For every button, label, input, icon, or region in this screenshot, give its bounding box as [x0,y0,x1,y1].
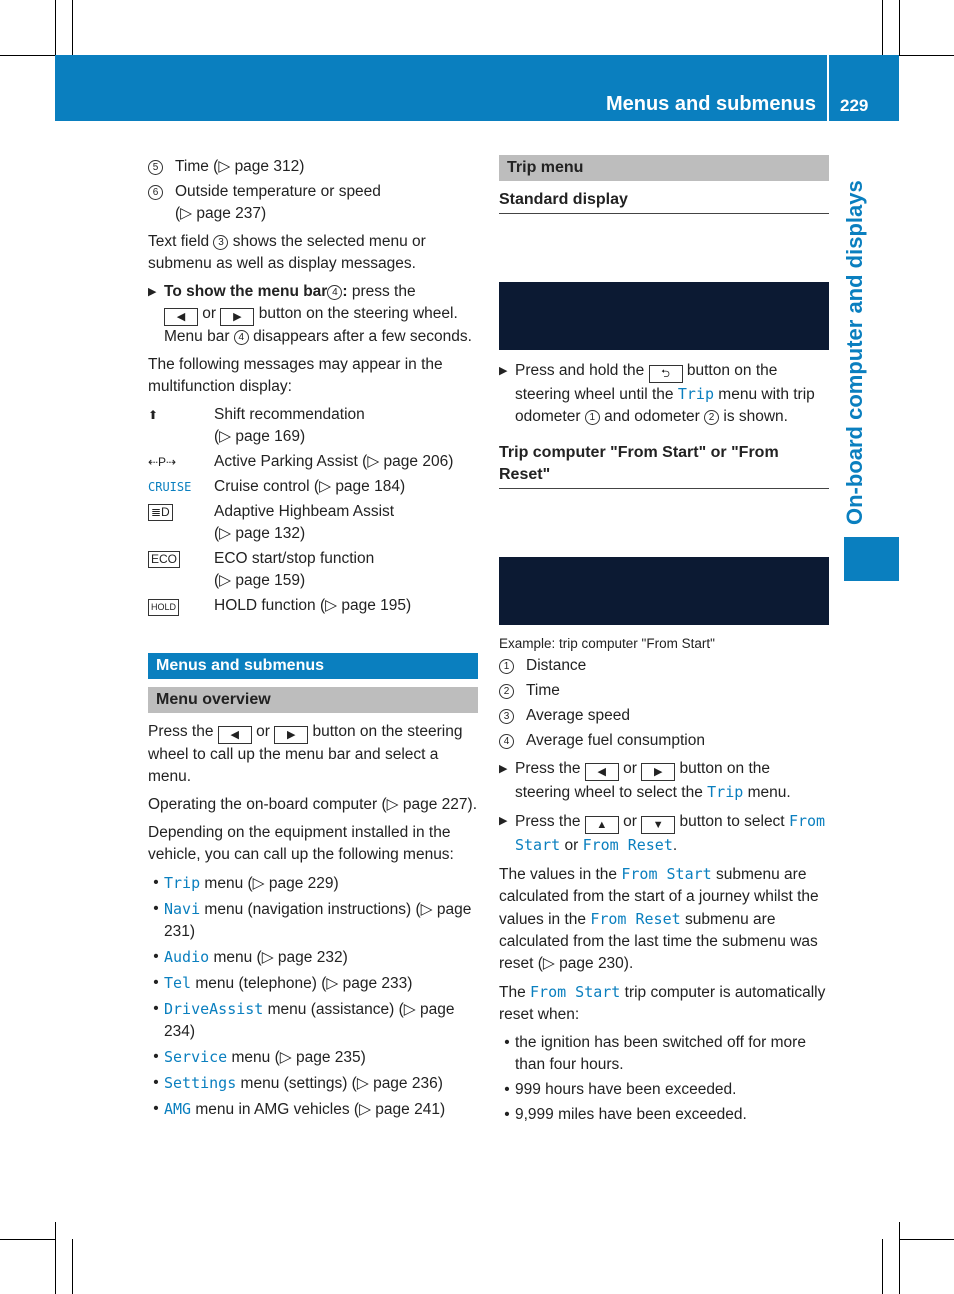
legend-text: Outside temperature or speed (▷ page 237) [175,183,381,222]
list-item: • AMG menu in AMG vehicles (▷ page 241) [153,1100,446,1118]
legend-item: 3 Average speed [499,705,829,727]
parking-assist-icon: ⇠P⇢ [148,455,177,469]
step-arrow-icon: ▶ [499,815,508,827]
up-key-icon: ▲ [585,816,619,834]
side-chapter-tab [844,537,899,581]
highbeam-assist-icon: ≣D [148,504,173,521]
right-key-icon: ▶ [220,308,254,326]
text-field-paragraph: Text field 3 shows the selected menu or submenu as well as display messages. [148,233,426,272]
message-row: ≣D Adaptive Highbeam Assist (▷ page 132) [148,501,478,545]
legend-text: Time (▷ page 312) [175,158,305,175]
crop-mark [882,0,883,55]
crop-mark [899,1239,954,1240]
instruction-step [499,758,829,804]
crop-mark [55,1222,56,1294]
crop-mark [899,1222,900,1294]
menu-list [148,872,478,1121]
standard-display-image [499,282,829,350]
shift-arrow-icon: ⬆ [148,408,159,422]
hold-icon: HOLD [148,599,179,616]
list-item: • Tel menu (telephone) (▷ page 233) [153,974,413,992]
left-column [148,156,478,1124]
legend-item: 1 Distance [499,655,829,677]
right-key-icon: ▶ [641,763,675,781]
message-row: ECO ECO start/stop function (▷ page 159) [148,548,478,592]
values-paragraph: The values in the From Start submenu are calculated from the start of a journey whilst the values in the From Reset submenu are calculated from the last time the submenu was reset (▷ page 230). [499,865,819,972]
messages-list [148,404,478,617]
message-row: ⇠P⇢ Active Parking Assist (▷ page 206) [148,451,478,473]
list-item: • Trip menu (▷ page 229) [153,874,339,892]
list-item: • Settings menu (settings) (▷ page 236) [153,1074,443,1092]
list-item: • 9,999 miles have been exceeded. [504,1106,747,1123]
section-title-bar: Menus and submenus [148,653,478,679]
instruction-step [499,360,829,428]
message-row: CRUISE Cruise control (▷ page 184) [148,476,478,498]
crop-mark [899,0,900,55]
crop-mark [72,1239,73,1294]
message-row: ⬆ Shift recommendation (▷ page 169) [148,404,478,448]
reset-paragraph: The From Start trip computer is automatically reset when: [499,983,826,1023]
right-column [499,155,829,1129]
side-chapter-title: On-board computer and displays [842,180,867,525]
trip-menu-title-bar: Trip menu [499,155,829,181]
instruction-step [499,810,829,857]
step-text: Press the ◀ or ▶ button on the steering wheel to select the Trip menu. [515,760,791,801]
number-marker: 6 [148,185,163,200]
legend-item [148,156,478,178]
messages-intro: The following messages may appear in the multifunction display: [148,356,443,395]
step-arrow-icon: ▶ [148,286,157,298]
left-key-icon: ◀ [585,763,619,781]
step-arrow-icon: ▶ [499,763,508,775]
crop-mark [72,0,73,55]
display-illustration-top [499,214,829,282]
overview-paragraph: Operating the on-board computer (▷ page 227). [148,796,478,813]
step-text: To show the menu bar 4 : press the ◀ or ▶ button on the steering wheel. Menu bar 4 disappears after a few seconds. [164,283,472,345]
trip-computer-heading: Trip computer "From Start" or "From Reset" [499,442,829,489]
overview-paragraph: Depending on the equipment installed in the vehicle, you can call up the following menus: [148,824,454,863]
crop-mark [899,55,954,56]
image-caption: Example: trip computer "From Start" [499,636,715,651]
back-key-icon: ⮌ [649,365,683,383]
number-marker: 5 [148,160,163,175]
header-title: Menus and submenus [605,93,816,115]
legend-list [499,655,829,752]
left-key-icon: ◀ [218,726,252,744]
header-divider [827,55,829,121]
step-text: Press and hold the ⮌ button on the steering wheel until the Trip menu with trip odometer 1 and odometer 2 is shown. [515,362,815,425]
step-text: Press the ▲ or ▼ button to select From Start or From Reset. [515,812,826,854]
page-header [55,55,899,121]
standard-display-heading: Standard display [499,189,829,214]
eco-icon: ECO [148,551,180,568]
crop-mark [55,0,56,55]
reset-list [499,1032,829,1126]
list-item: • the ignition has been switched off for more than four hours. [504,1034,806,1073]
list-item: • Audio menu (▷ page 232) [153,948,348,966]
message-row: HOLD HOLD function (▷ page 195) [148,595,478,617]
overview-paragraph: Press the ◀ or ▶ button on the steering wheel to call up the menu bar and select a menu. [148,723,463,785]
legend-item: 2 Time [499,680,829,702]
display-illustration-top [499,489,829,557]
number-marker: 3 [213,235,228,250]
down-key-icon: ▼ [641,816,675,834]
trip-computer-display-image [499,557,829,625]
list-item: • Navi menu (navigation instructions) (▷ page 231) [153,900,472,940]
right-key-icon: ▶ [274,726,308,744]
legend-item: 4 Average fuel consumption [499,730,829,752]
crop-mark [0,55,55,56]
list-item: • Service menu (▷ page 235) [153,1048,366,1066]
crop-mark [882,1239,883,1294]
list-item: • 999 hours have been exceeded. [504,1081,737,1098]
crop-mark [0,1239,55,1240]
cruise-symbol: CRUISE [148,480,192,494]
legend-item [148,181,478,225]
step-arrow-icon: ▶ [499,365,508,377]
page-number: 229 [840,96,869,115]
subsection-title-bar: Menu overview [148,687,478,713]
instruction-step [148,281,478,348]
left-key-icon: ◀ [164,308,198,326]
list-item: • DriveAssist menu (assistance) (▷ page 234) [153,1000,455,1040]
